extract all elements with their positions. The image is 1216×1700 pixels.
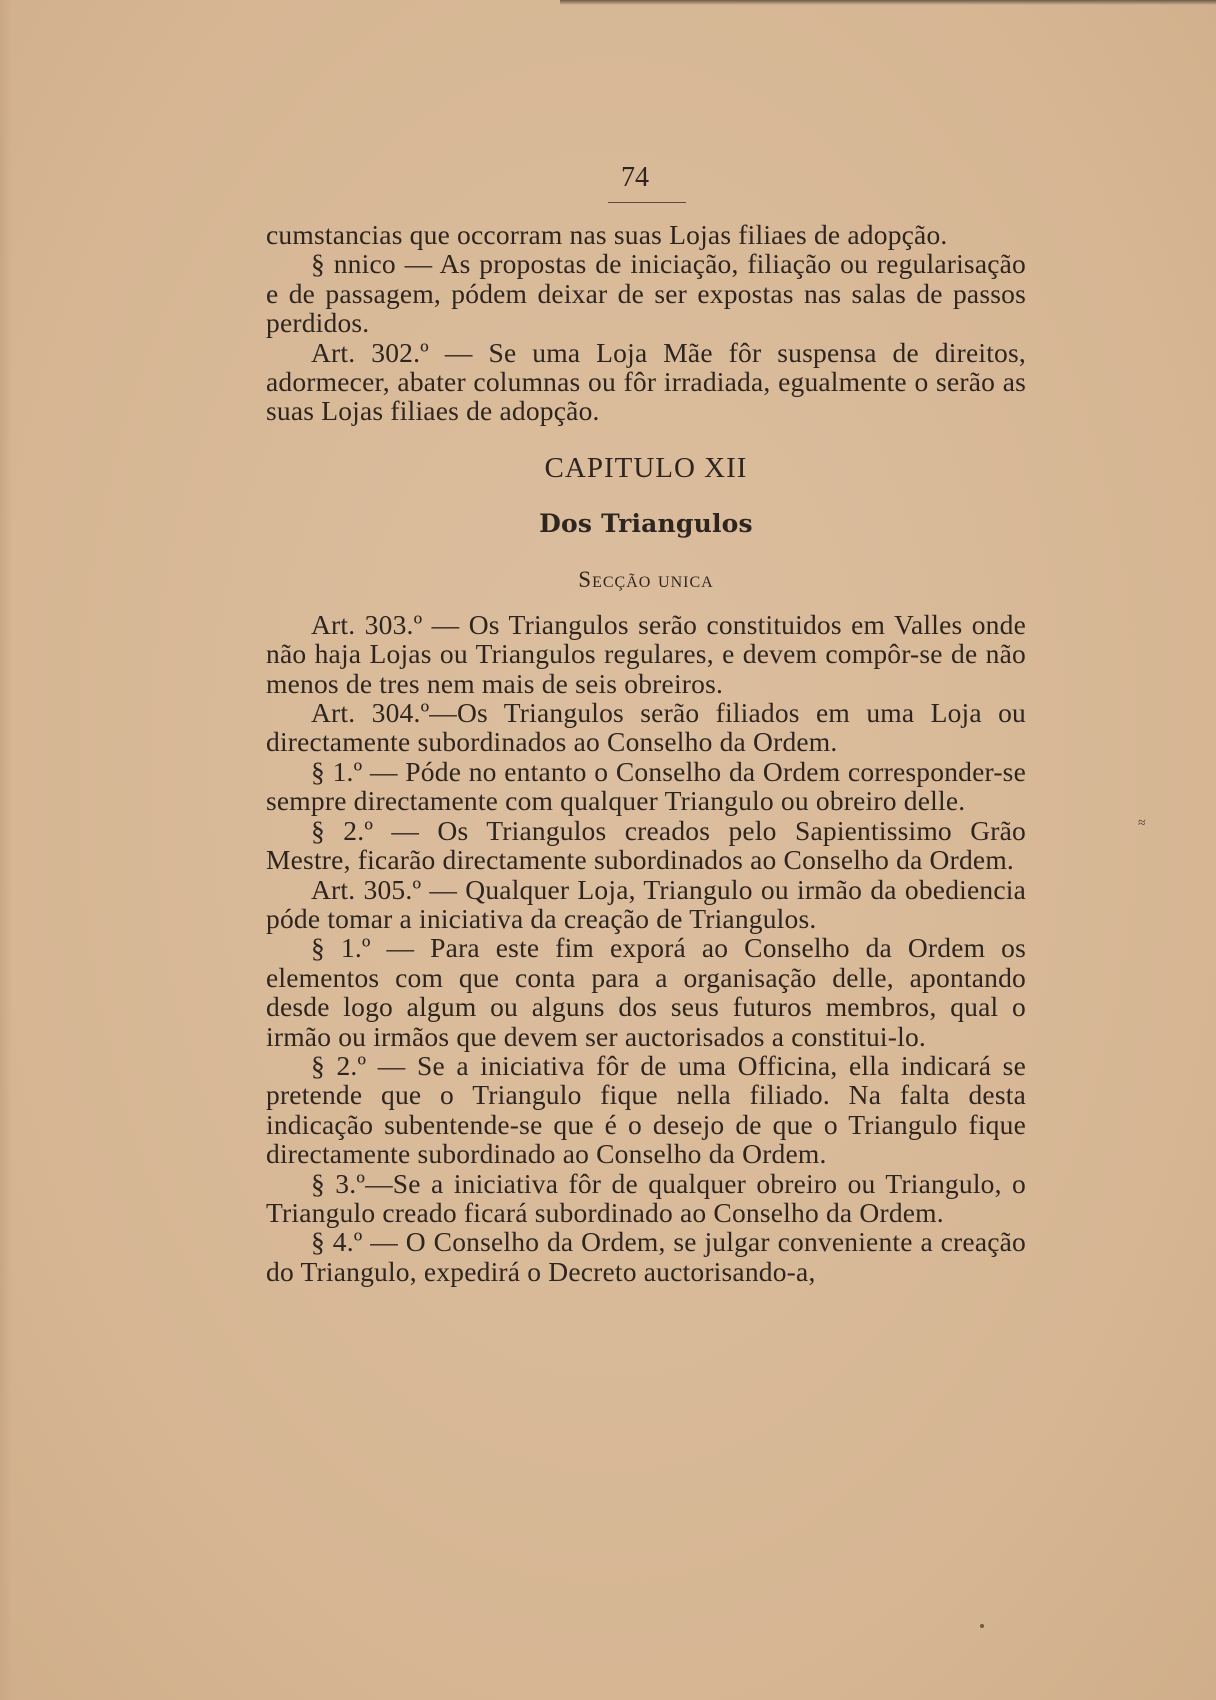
paragraph-art-304-s2: § 2.º — Os Triangulos creados pelo Sapientissimo Grão Mestre, ficarão directamente subordinados ao Conselho da Ordem. <box>266 814 1026 876</box>
paragraph-art-304-s1: § 1.º — Póde no entanto o Conselho da Ordem corresponder-se sempre directamente com qualquer Triangulo ou obreiro delle. <box>266 755 1026 817</box>
page-top-edge-shadow <box>560 0 1216 5</box>
paragraph-art-303: Art. 303.º — Os Triangulos serão constituidos em Valles onde não haja Lojas ou Triangulos regulares, e devem compôr-se de não menos de tres nem mais de seis obreiros. <box>266 608 1026 699</box>
paragraph-art-304: Art. 304.º—Os Triangulos serão filiados em uma Loja ou directamente subordinados ao Conselho da Ordem. <box>266 697 1026 758</box>
section-heading: Secção unica <box>578 566 714 592</box>
paragraph-unico: § nnico — As propostas de iniciação, filiação ou regularisação e de passagem, pódem deixar de ser expostas nas salas de passos perdidos. <box>266 248 1026 339</box>
paragraph-art-305-s3: § 3.º—Se a iniciativa fôr de qualquer obreiro ou Triangulo, o Triangulo creado ficará subordinado ao Conselho da Ordem. <box>266 1167 1026 1228</box>
ink-speck-mark <box>980 1624 984 1628</box>
page-number: 74 <box>621 162 649 193</box>
ink-smudge-mark: ≈ <box>1138 816 1146 831</box>
page-number-rule <box>608 202 686 203</box>
paragraph-art-302: Art. 302.º — Se uma Loja Mãe fôr suspensa de direitos, adormecer, abater columnas ou fôr irradiada, egualmente o serão as suas Lojas filiaes de adopção. <box>266 336 1026 427</box>
page-left-edge-shadow <box>0 0 12 1700</box>
paragraph-art-305-s1: § 1.º — Para este fim exporá ao Conselho da Ordem os elementos com que conta para a organisação delle, apontando desde logo algum ou alguns dos seus futuros membros, qual o irmão ou irmãos que devem ser auctorisados a constitui-lo. <box>266 932 1026 1052</box>
paragraph-art-305-s4: § 4.º — O Conselho da Ordem, se julgar conveniente a creação do Triangulo, expedirá o Decreto auctorisando-a, <box>266 1226 1026 1287</box>
chapter-title: Dos Triangulos <box>539 508 753 538</box>
paragraph-art-305-s2: § 2.º — Se a iniciativa fôr de uma Officina, ella indicará se pretende que o Triangulo fique nella filiado. Na falta desta indicação subentende-se que é o desejo de que o Triangulo fique directamente subordinado ao Conselho da Ordem. <box>266 1049 1026 1170</box>
chapter-heading: CAPITULO XII <box>544 451 748 484</box>
paragraph-art-305: Art. 305.º — Qualquer Loja, Triangulo ou irmão da obediencia póde tomar a iniciativa da creação de Triangulos. <box>266 873 1026 934</box>
body-text <box>266 220 1026 1286</box>
paragraph-continuation: cumstancias que occorram nas suas Lojas filiaes de adopção. <box>266 219 948 250</box>
